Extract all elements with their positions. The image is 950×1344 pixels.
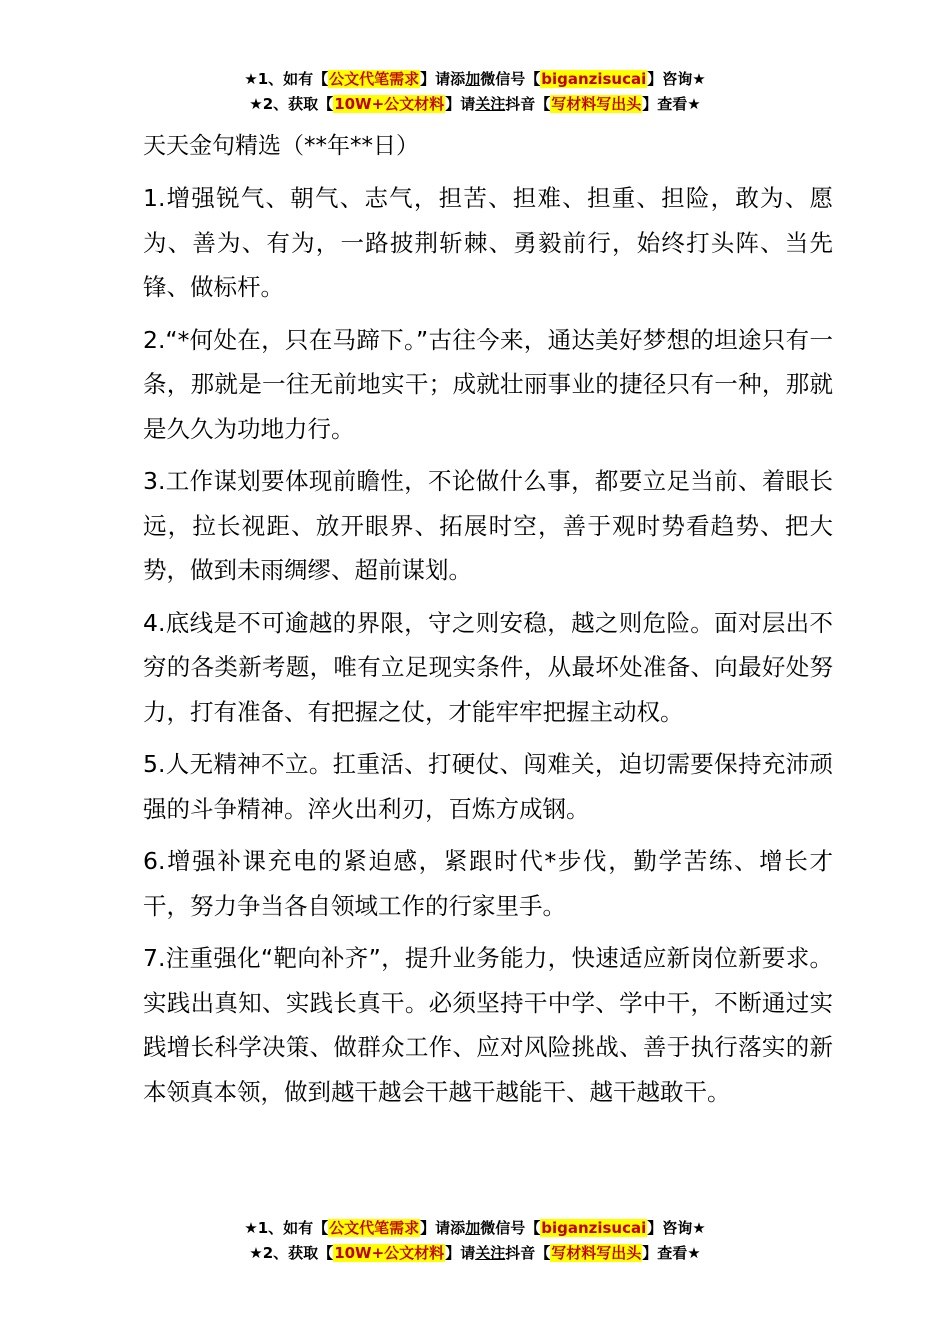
banner-text: 】咨询★ [647, 1219, 706, 1237]
banner-underlined-text: 加 [465, 70, 481, 88]
paragraph-4: 4.底线是不可逾越的界限，守之则安稳，越之则危险。面对层出不穷的各类新考题，唯有立足现实条件，从最坏处准备、向最好处努力，打有准备、有把握之仗，才能牢牢把握主动权。 [143, 608, 833, 726]
banner-highlight: 10W+公文材料 [334, 1244, 445, 1262]
banner-line-2 [0, 1241, 950, 1266]
banner-highlight: 写材料写出头 [551, 1244, 642, 1262]
banner-text: 】请 [445, 1244, 476, 1262]
banner-text: 】请添 [420, 70, 466, 88]
paragraph-6: 6.增强补课充电的紧迫感，紧跟时代*步伐，勤学苦练、增长才干，努力争当各自领域工作的行家里手。 [143, 847, 833, 920]
paragraph-3: 3.工作谋划要体现前瞻性，不论做什么事，都要立足当前、着眼长远，拉长视距、放开眼界、拓展时空，善于观时势看趋势、把大势，做到未雨绸缪、超前谋划。 [143, 467, 833, 584]
banner-text: 微信号【 [480, 70, 541, 88]
banner-text: ★1、如有【 [244, 70, 329, 88]
banner-highlight: biganzisucai [541, 1219, 647, 1237]
banner-text: 】请添 [420, 1219, 466, 1237]
banner-text: 抖音【 [505, 95, 551, 113]
document-title: 天天金句精选（**年**日） [143, 133, 419, 159]
banner-highlight: 10W+公文材料 [334, 95, 445, 113]
paragraph-2: 2.“*何处在，只在马蹄下。”古往今来，通达美好梦想的坦途只有一条，那就是一往无前地实干；成就壮丽事业的捷径只有一种，那就是久久为功地力行。 [143, 325, 833, 443]
paragraph-5: 5.人无精神不立。扛重活、打硬仗、闯难关，迫切需要保持充沛顽强的斗争精神。淬火出利刃，百炼方成钢。 [143, 750, 833, 823]
document-body [143, 124, 833, 1122]
banner-text: ★1、如有【 [244, 1219, 329, 1237]
banner-text: 】请 [445, 95, 476, 113]
banner-text: ★2、获取【 [249, 95, 334, 113]
banner-line-1 [0, 67, 950, 92]
banner-highlight: 公文代笔需求 [329, 70, 420, 88]
banner-line-1 [0, 1216, 950, 1241]
paragraph-7: 7.注重强化“靶向补齐”，提升业务能力，快速适应新岗位新要求。实践出真知、实践长真干。必须坚持干中学、学中干，不断通过实践增长科学决策、做群众工作、应对风险挑战、善于执行落实的新本领真本领，做到越干越会干越干越能干、越干越敢干。 [143, 944, 833, 1106]
banner-text: 】咨询★ [647, 70, 706, 88]
banner-highlight: biganzisucai [541, 70, 647, 88]
banner-text: 】查看★ [642, 1244, 701, 1262]
banner-line-2 [0, 92, 950, 117]
banner-text: ★2、获取【 [249, 1244, 334, 1262]
banner-underlined-text: 加 [465, 1219, 481, 1237]
banner-highlight: 写材料写出头 [551, 95, 642, 113]
paragraph-1: 1.增强锐气、朝气、志气，担苦、担难、担重、担险，敢为、愿为、善为、有为，一路披荆斩棘、勇毅前行，始终打头阵、当先锋、做标杆。 [143, 184, 833, 301]
header-banner [0, 67, 950, 117]
banner-underlined-text: 关注 [475, 1244, 506, 1262]
banner-underlined-text: 关注 [475, 95, 506, 113]
banner-text: 微信号【 [480, 1219, 541, 1237]
banner-text: 抖音【 [505, 1244, 551, 1262]
footer-banner [0, 1216, 950, 1266]
banner-text: 】查看★ [642, 95, 701, 113]
banner-highlight: 公文代笔需求 [329, 1219, 420, 1237]
